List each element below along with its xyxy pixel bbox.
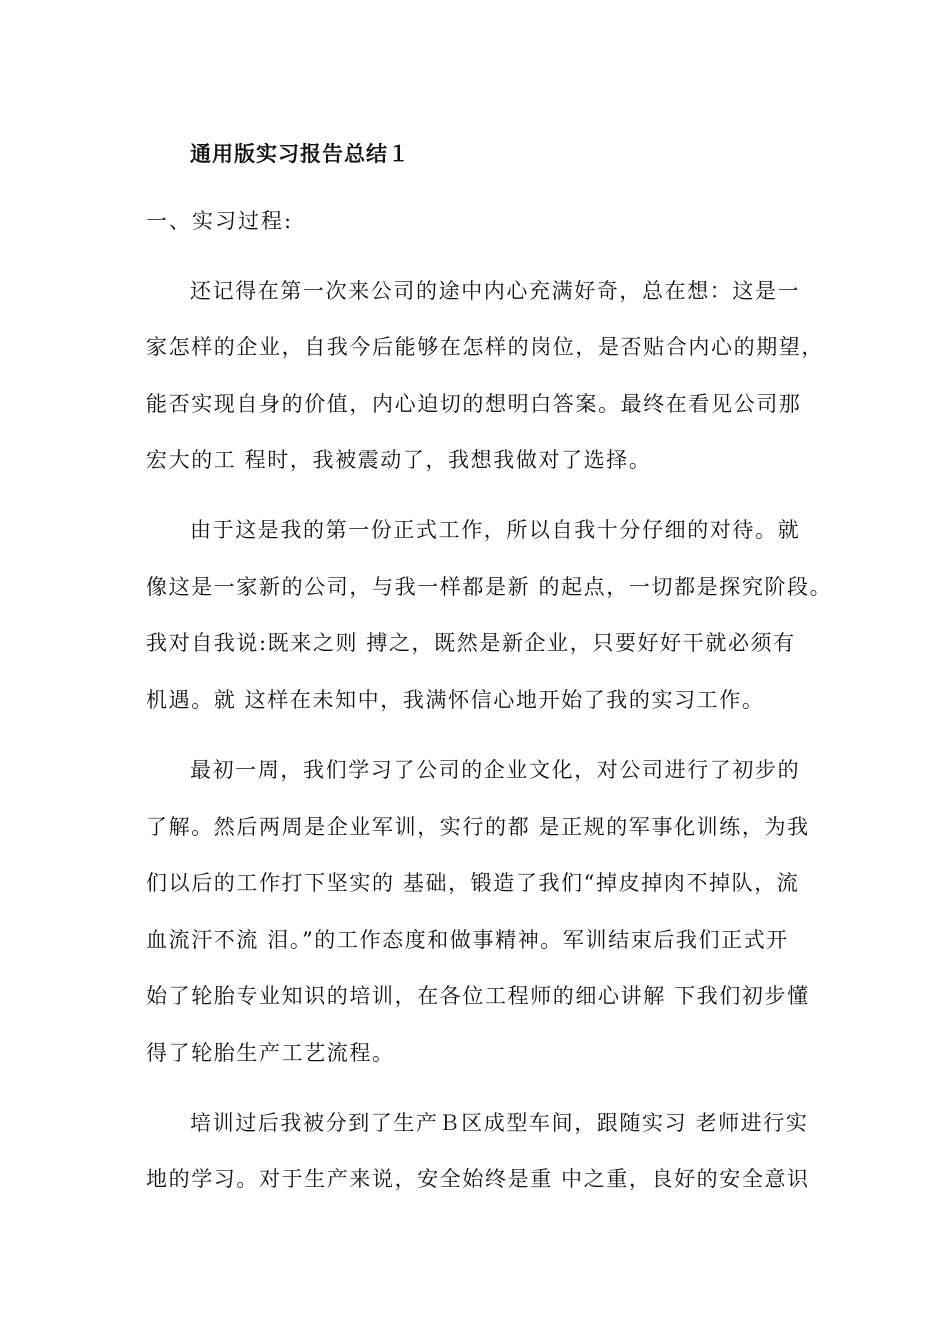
section-heading: 一、实习过程:: [146, 209, 294, 233]
paragraph-2-line-2: 像这是一家新的公司，与我一样都是新 的起点，一切都是探究阶段。: [146, 575, 833, 599]
paragraph-3-line-2: 了解。然后两周是企业军训，实行的都 是正规的军事化训练，为我: [146, 815, 810, 839]
paragraph-4-line-1: 培训过后我被分到了生产Ｂ区成型车间，跟随实习 老师进行实: [190, 1111, 809, 1135]
paragraph-2-line-1: 由于这是我的第一份正式工作，所以自我十分仔细的对待。就: [190, 518, 801, 542]
paragraph-2-line-4: 机遇。就 这样在未知中，我满怀信心地开始了我的实习工作。: [146, 688, 765, 712]
document-title: 通用版实习报告总结１: [190, 141, 410, 166]
paragraph-1-line-1: 还记得在第一次来公司的途中内心充满好奇，总在想：这是一: [190, 279, 801, 303]
paragraph-3-line-4: 血流汗不流 泪。”的工作态度和做事精神。军训结束后我们正式开: [146, 928, 789, 952]
paragraph-1-line-2: 家怎样的企业，自我今后能够在怎样的岗位，是否贴合内心的期望，: [146, 335, 824, 359]
paragraph-3-line-3: 们以后的工作打下坚实的 基础，锻造了我们“掉皮掉肉不掉队，流: [146, 871, 800, 895]
paragraph-3-line-1: 最初一周，我们学习了公司的企业文化，对公司进行了初步的: [190, 758, 801, 782]
paragraph-3-line-6: 得了轮胎生产工艺流程。: [146, 1041, 395, 1065]
paragraph-1-line-4: 宏大的工 程时，我被震动了，我想我做对了选择。: [146, 448, 652, 472]
paragraph-3-line-5: 始了轮胎专业知识的培训，在各位工程师的细心讲解 下我们初步懂: [146, 984, 810, 1008]
paragraph-4-line-2: 地的学习。对于生产来说，安全始终是重 中之重，良好的安全意识: [146, 1167, 810, 1191]
paragraph-1-line-3: 能否实现自身的价值，内心迫切的想明白答案。最终在看见公司那: [146, 392, 802, 416]
paragraph-2-line-3: 我对自我说:既来之则 搏之，既然是新企业，只要好好干就必须有: [146, 631, 796, 655]
